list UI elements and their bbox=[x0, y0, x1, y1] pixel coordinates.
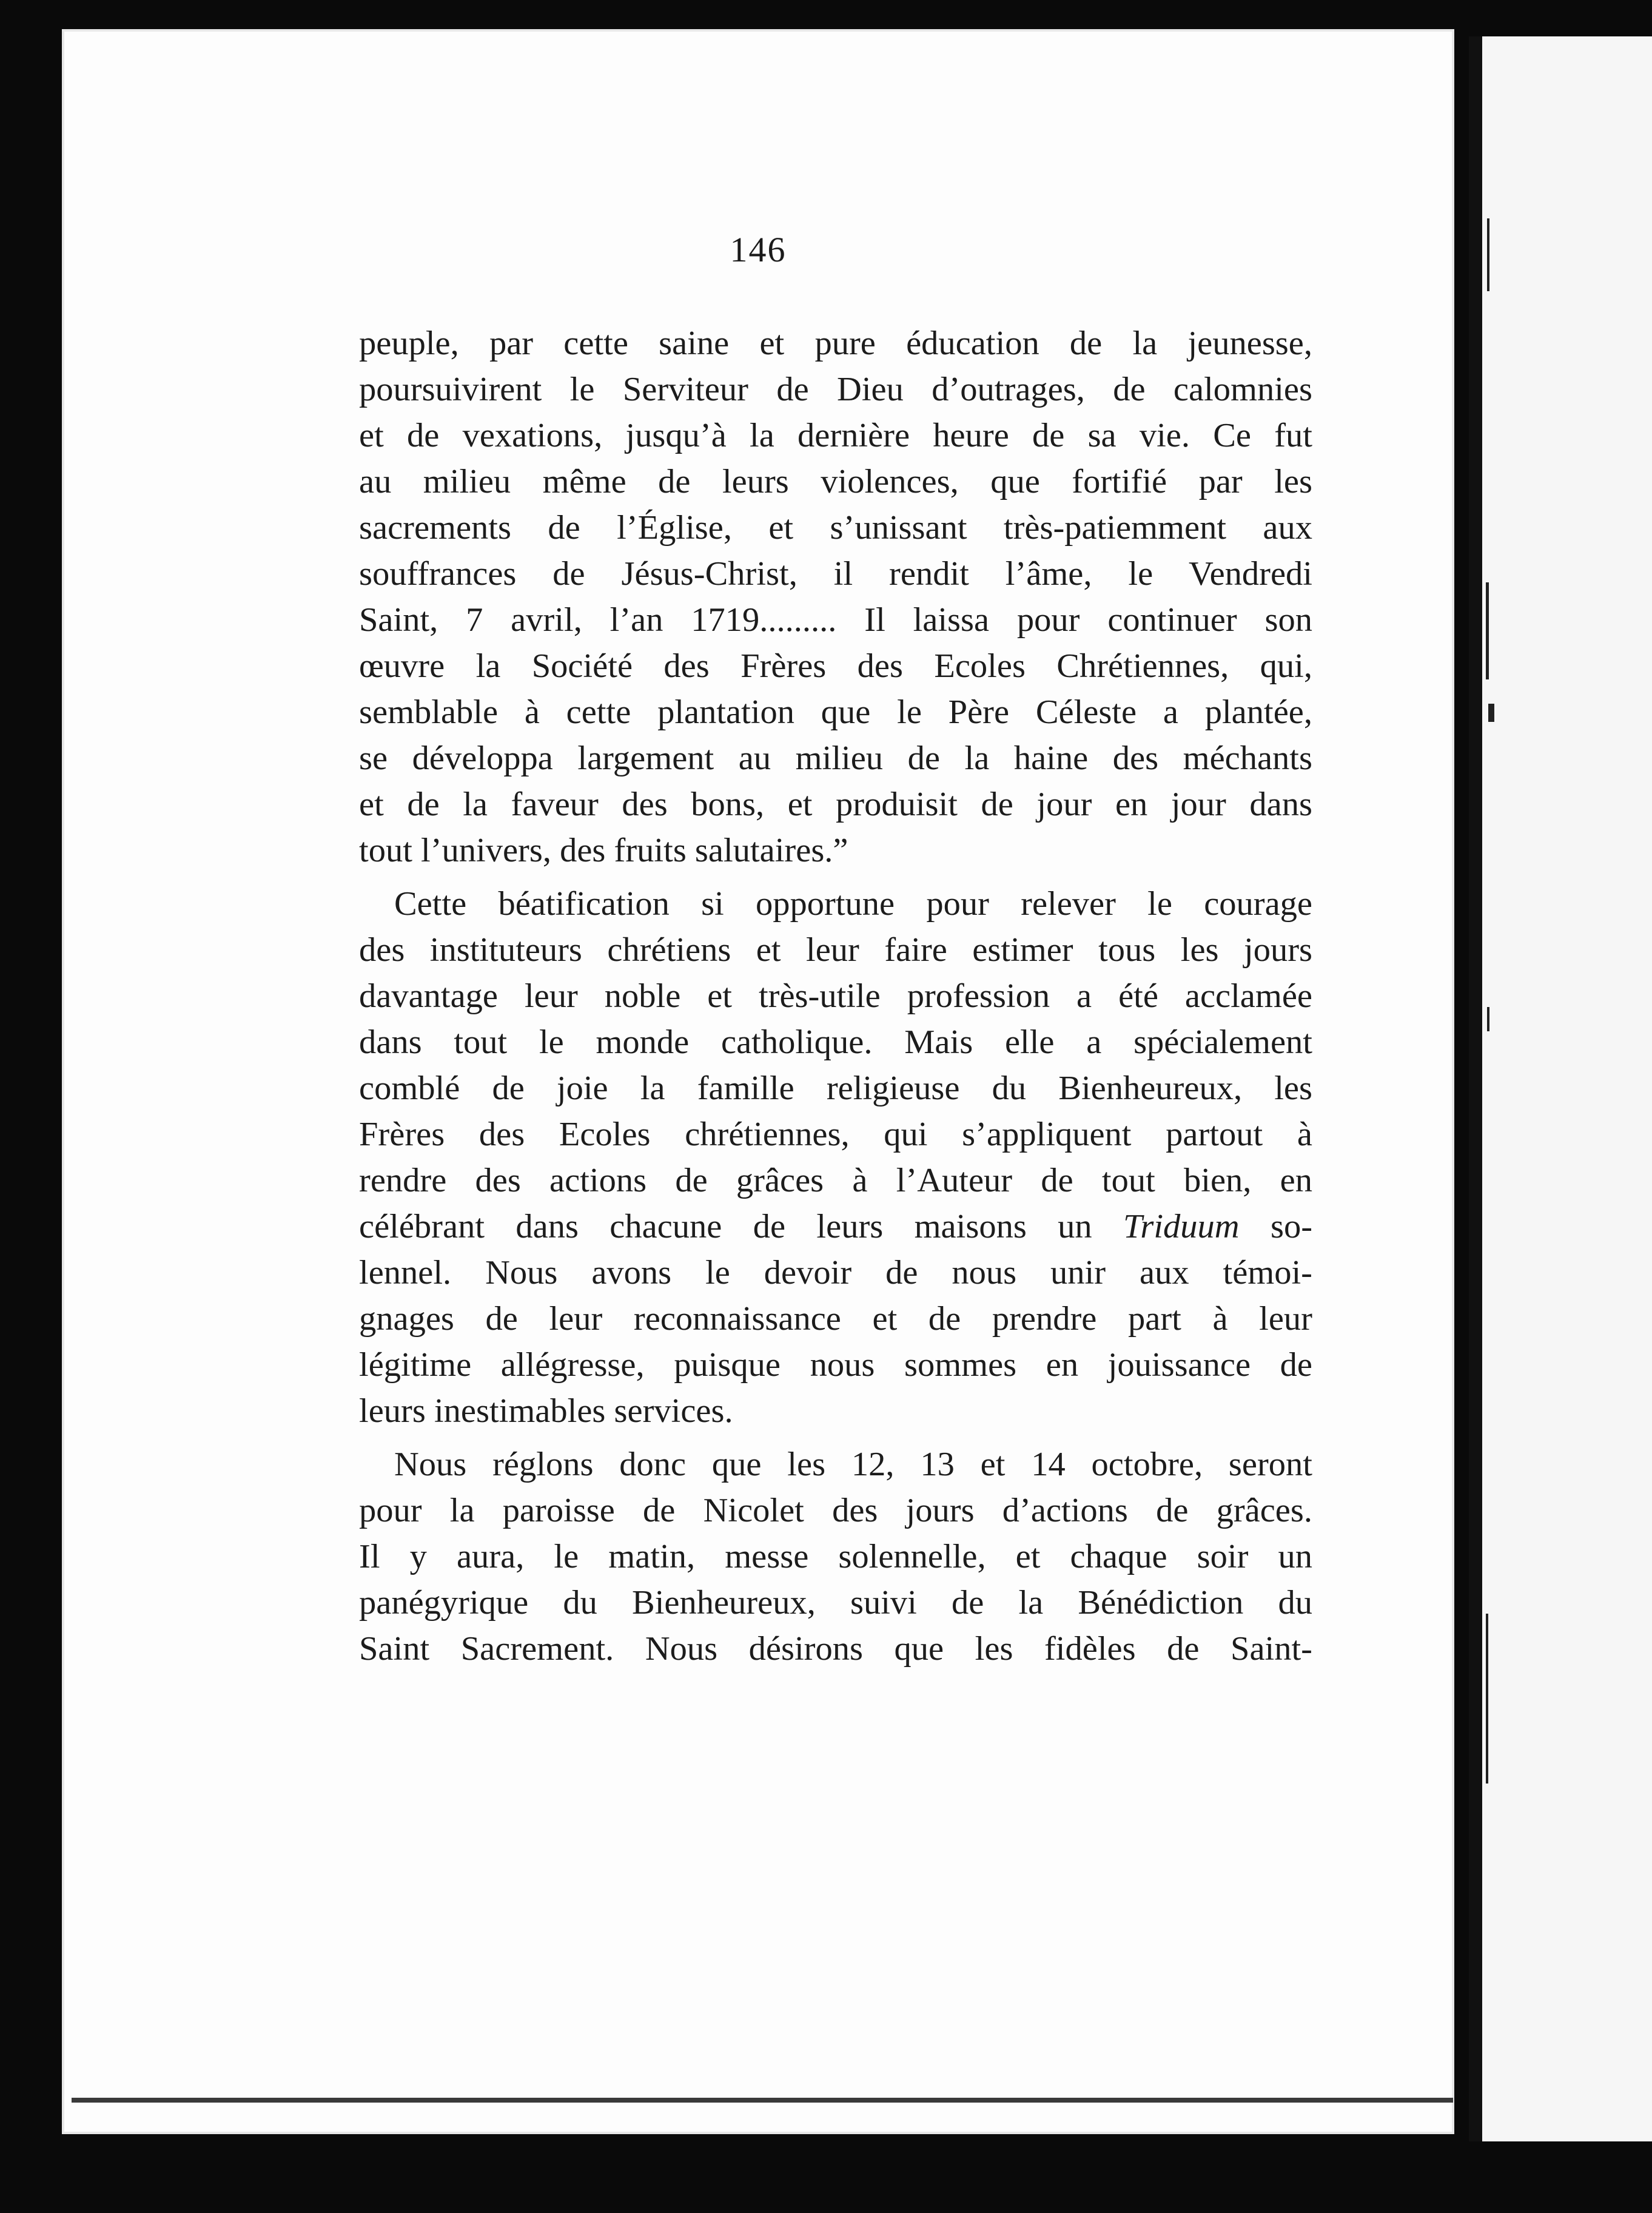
italic-word: Triduum bbox=[1123, 1208, 1240, 1245]
text-line: et de la faveur des bons, et produisit de jour en jour dans bbox=[359, 786, 1312, 823]
paragraph-gap bbox=[359, 1434, 1312, 1441]
text-line: poursuivirent le Serviteur de Dieu d’outrages, de calomnies bbox=[359, 371, 1312, 408]
page-bottom-edge bbox=[72, 2098, 1453, 2103]
paragraph-gap bbox=[359, 874, 1312, 881]
text-line: Frères des Ecoles chrétiennes, qui s’appliquent partout à bbox=[359, 1116, 1312, 1153]
adjacent-page-edge bbox=[1469, 36, 1652, 2141]
text-line: des instituteurs chrétiens et leur faire estimer tous les jours bbox=[359, 931, 1312, 969]
scan-artifact bbox=[1487, 218, 1489, 291]
text-line: Il y aura, le matin, messe solennelle, et chaque soir un bbox=[359, 1538, 1312, 1575]
text-line: gnages de leur reconnaissance et de prendre part à leur bbox=[359, 1300, 1312, 1338]
text-line: dans tout le monde catholique. Mais elle a spécialement bbox=[359, 1023, 1312, 1061]
text-line: œuvre la Société des Frères des Ecoles Chrétiennes, qui, bbox=[359, 647, 1312, 685]
text-line: comblé de joie la famille religieuse du Bienheureux, les bbox=[359, 1069, 1312, 1107]
text-segment: célébrant dans chacune de leurs maisons un bbox=[359, 1208, 1092, 1245]
page-number: 146 bbox=[730, 230, 787, 269]
text-line: lennel. Nous avons le devoir de nous unir aux témoi- bbox=[359, 1254, 1312, 1292]
text-line: au milieu même de leurs violences, que fortifié par les bbox=[359, 463, 1312, 500]
text-line: rendre des actions de grâces à l’Auteur de tout bien, en bbox=[359, 1162, 1312, 1199]
text-segment: so- bbox=[1270, 1208, 1313, 1245]
text-line-triduum bbox=[359, 1204, 1312, 1250]
scan-artifact bbox=[1486, 1614, 1488, 1784]
scan-artifact bbox=[1487, 1007, 1489, 1031]
text-line: davantage leur noble et très-utile profession a été acclamée bbox=[359, 977, 1312, 1015]
text-line: semblable à cette plantation que le Père Céleste a plantée, bbox=[359, 693, 1312, 731]
text-line: Cette béatification si opportune pour relever le courage bbox=[394, 885, 1312, 923]
text-line: leurs inestimables services. bbox=[359, 1392, 733, 1430]
text-line: se développa largement au milieu de la haine des méchants bbox=[359, 739, 1312, 777]
text-line: Saint Sacrement. Nous désirons que les fidèles de Saint- bbox=[359, 1630, 1312, 1668]
text-line: Nous réglons donc que les 12, 13 et 14 octobre, seront bbox=[394, 1446, 1312, 1483]
text-line: panégyrique du Bienheureux, suivi de la Bénédiction du bbox=[359, 1584, 1312, 1622]
text-line: et de vexations, jusqu’à la dernière heure de sa vie. Ce fut bbox=[359, 417, 1312, 454]
text-line: peuple, par cette saine et pure éducation de la jeunesse, bbox=[359, 325, 1312, 362]
text-line: pour la paroisse de Nicolet des jours d’actions de grâces. bbox=[359, 1492, 1312, 1529]
book-page bbox=[62, 29, 1454, 2134]
text-line: sacrements de l’Église, et s’unissant très-patiemment aux bbox=[359, 509, 1312, 547]
scan-artifact bbox=[1488, 704, 1494, 722]
scan-artifact bbox=[1486, 582, 1489, 679]
text-line: souffrances de Jésus-Christ, il rendit l’âme, le Vendredi bbox=[359, 555, 1312, 593]
body-text bbox=[359, 320, 1312, 1672]
text-line: tout l’univers, des fruits salutaires.” bbox=[359, 832, 848, 869]
text-line: Saint, 7 avril, l’an 1719......... Il laissa pour continuer son bbox=[359, 601, 1312, 639]
text-line: légitime allégresse, puisque nous sommes en jouissance de bbox=[359, 1346, 1312, 1384]
